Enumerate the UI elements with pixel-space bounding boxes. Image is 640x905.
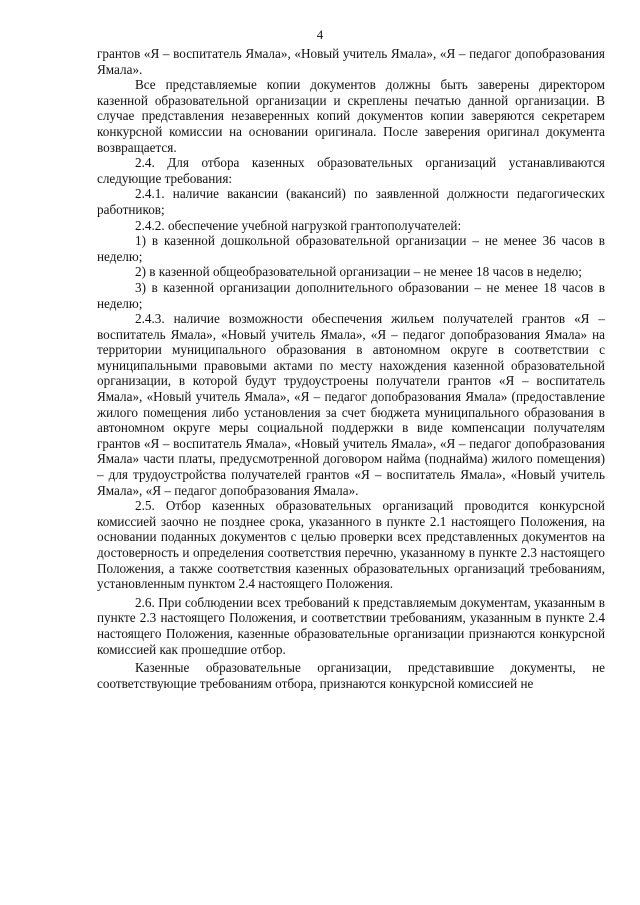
paragraph-2-6: 2.6. При соблюдении всех требований к представляемым документам, указанным в пункте 2.3 настоящего Положения, и соответствии требованиям, указанным в пункте 2.4 настоящего Положения, казенные образовательные организации признаются конкурсной комиссией как прошедшие отбор. xyxy=(97,594,605,657)
paragraph-2-4-3: 2.4.3. наличие возможности обеспечения жильем получателей грантов «Я – воспитатель Ямала», «Новый учитель Ямала», «Я – педагог допобразования Ямала» на территории муниципального образования в автономном округе в соответствии с муниципальными правовыми актами по месту нахождения казенной образовательной организации, в которой будут трудоустроены получатели грантов «Я – воспитатель Ямала», «Новый учитель Ямала», «Я – педагог допобразования Ямала» (предоставление жилого помещения либо установления за счет бюджета муниципального образования в автономном округе меры социальной поддержки в виде компенсации получателям грантов «Я – воспитатель Ямала», «Новый учитель Ямала», «Я – педагог допобразования Ямала» части платы, предусмотренной договором найма (поднайма) жилого помещения) – для трудоустройства получателей грантов «Я – воспитатель Ямала», «Новый учитель Ямала», «Я – педагог допобразования Ямала». xyxy=(97,311,605,498)
paragraph-2-4-1: 2.4.1. наличие вакансии (вакансий) по заявленной должности педагогических работников; xyxy=(97,186,605,217)
paragraph-2-4: 2.4. Для отбора казенных образовательных организаций устанавливаются следующие требования: xyxy=(97,155,605,186)
paragraph-2-5: 2.5. Отбор казенных образовательных организаций проводится конкурсной комиссией заочно не позднее срока, указанного в пункте 2.1 настоящего Положения, на основании поданных документов с целью проверки всех представленных документов на достоверность и определения соответствия перечню, указанному в пункте 2.3 настоящего Положения, а также соответствия казенных образовательных организаций требованиям, установленным пунктом 2.4 настоящего Положения. xyxy=(97,498,605,592)
paragraph-continuation: грантов «Я – воспитатель Ямала», «Новый учитель Ямала», «Я – педагог допобразования Ямала». xyxy=(97,46,605,77)
document-body xyxy=(97,46,605,691)
paragraph-certification: Все представляемые копии документов должны быть заверены директором казенной образовательной организации и скреплены печатью данной организации. В случае представления незаверенных копий документов копии заверяются секретарем конкурсной комиссии на основании оригинала. После заверения оригинал документа возвращается. xyxy=(97,77,605,155)
paragraph-2-4-2-3: 3) в казенной организации дополнительного образовании – не менее 18 часов в неделю; xyxy=(97,279,605,311)
paragraph-rejection: Казенные образовательные организации, представившие документы, не соответствующие требованиям отбора, признаются конкурсной комиссией не xyxy=(97,660,605,691)
paragraph-2-4-2-2: 2) в казенной общеобразовательной организации – не менее 18 часов в неделю; xyxy=(135,264,582,280)
page-number: 4 xyxy=(316,27,324,42)
paragraph-2-4-2-1: 1) в казенной дошкольной образовательной организации – не менее 36 часов в неделю; xyxy=(97,233,605,264)
paragraph-2-4-2: 2.4.2. обеспечение учебной нагрузкой грантополучателей: xyxy=(135,217,462,233)
